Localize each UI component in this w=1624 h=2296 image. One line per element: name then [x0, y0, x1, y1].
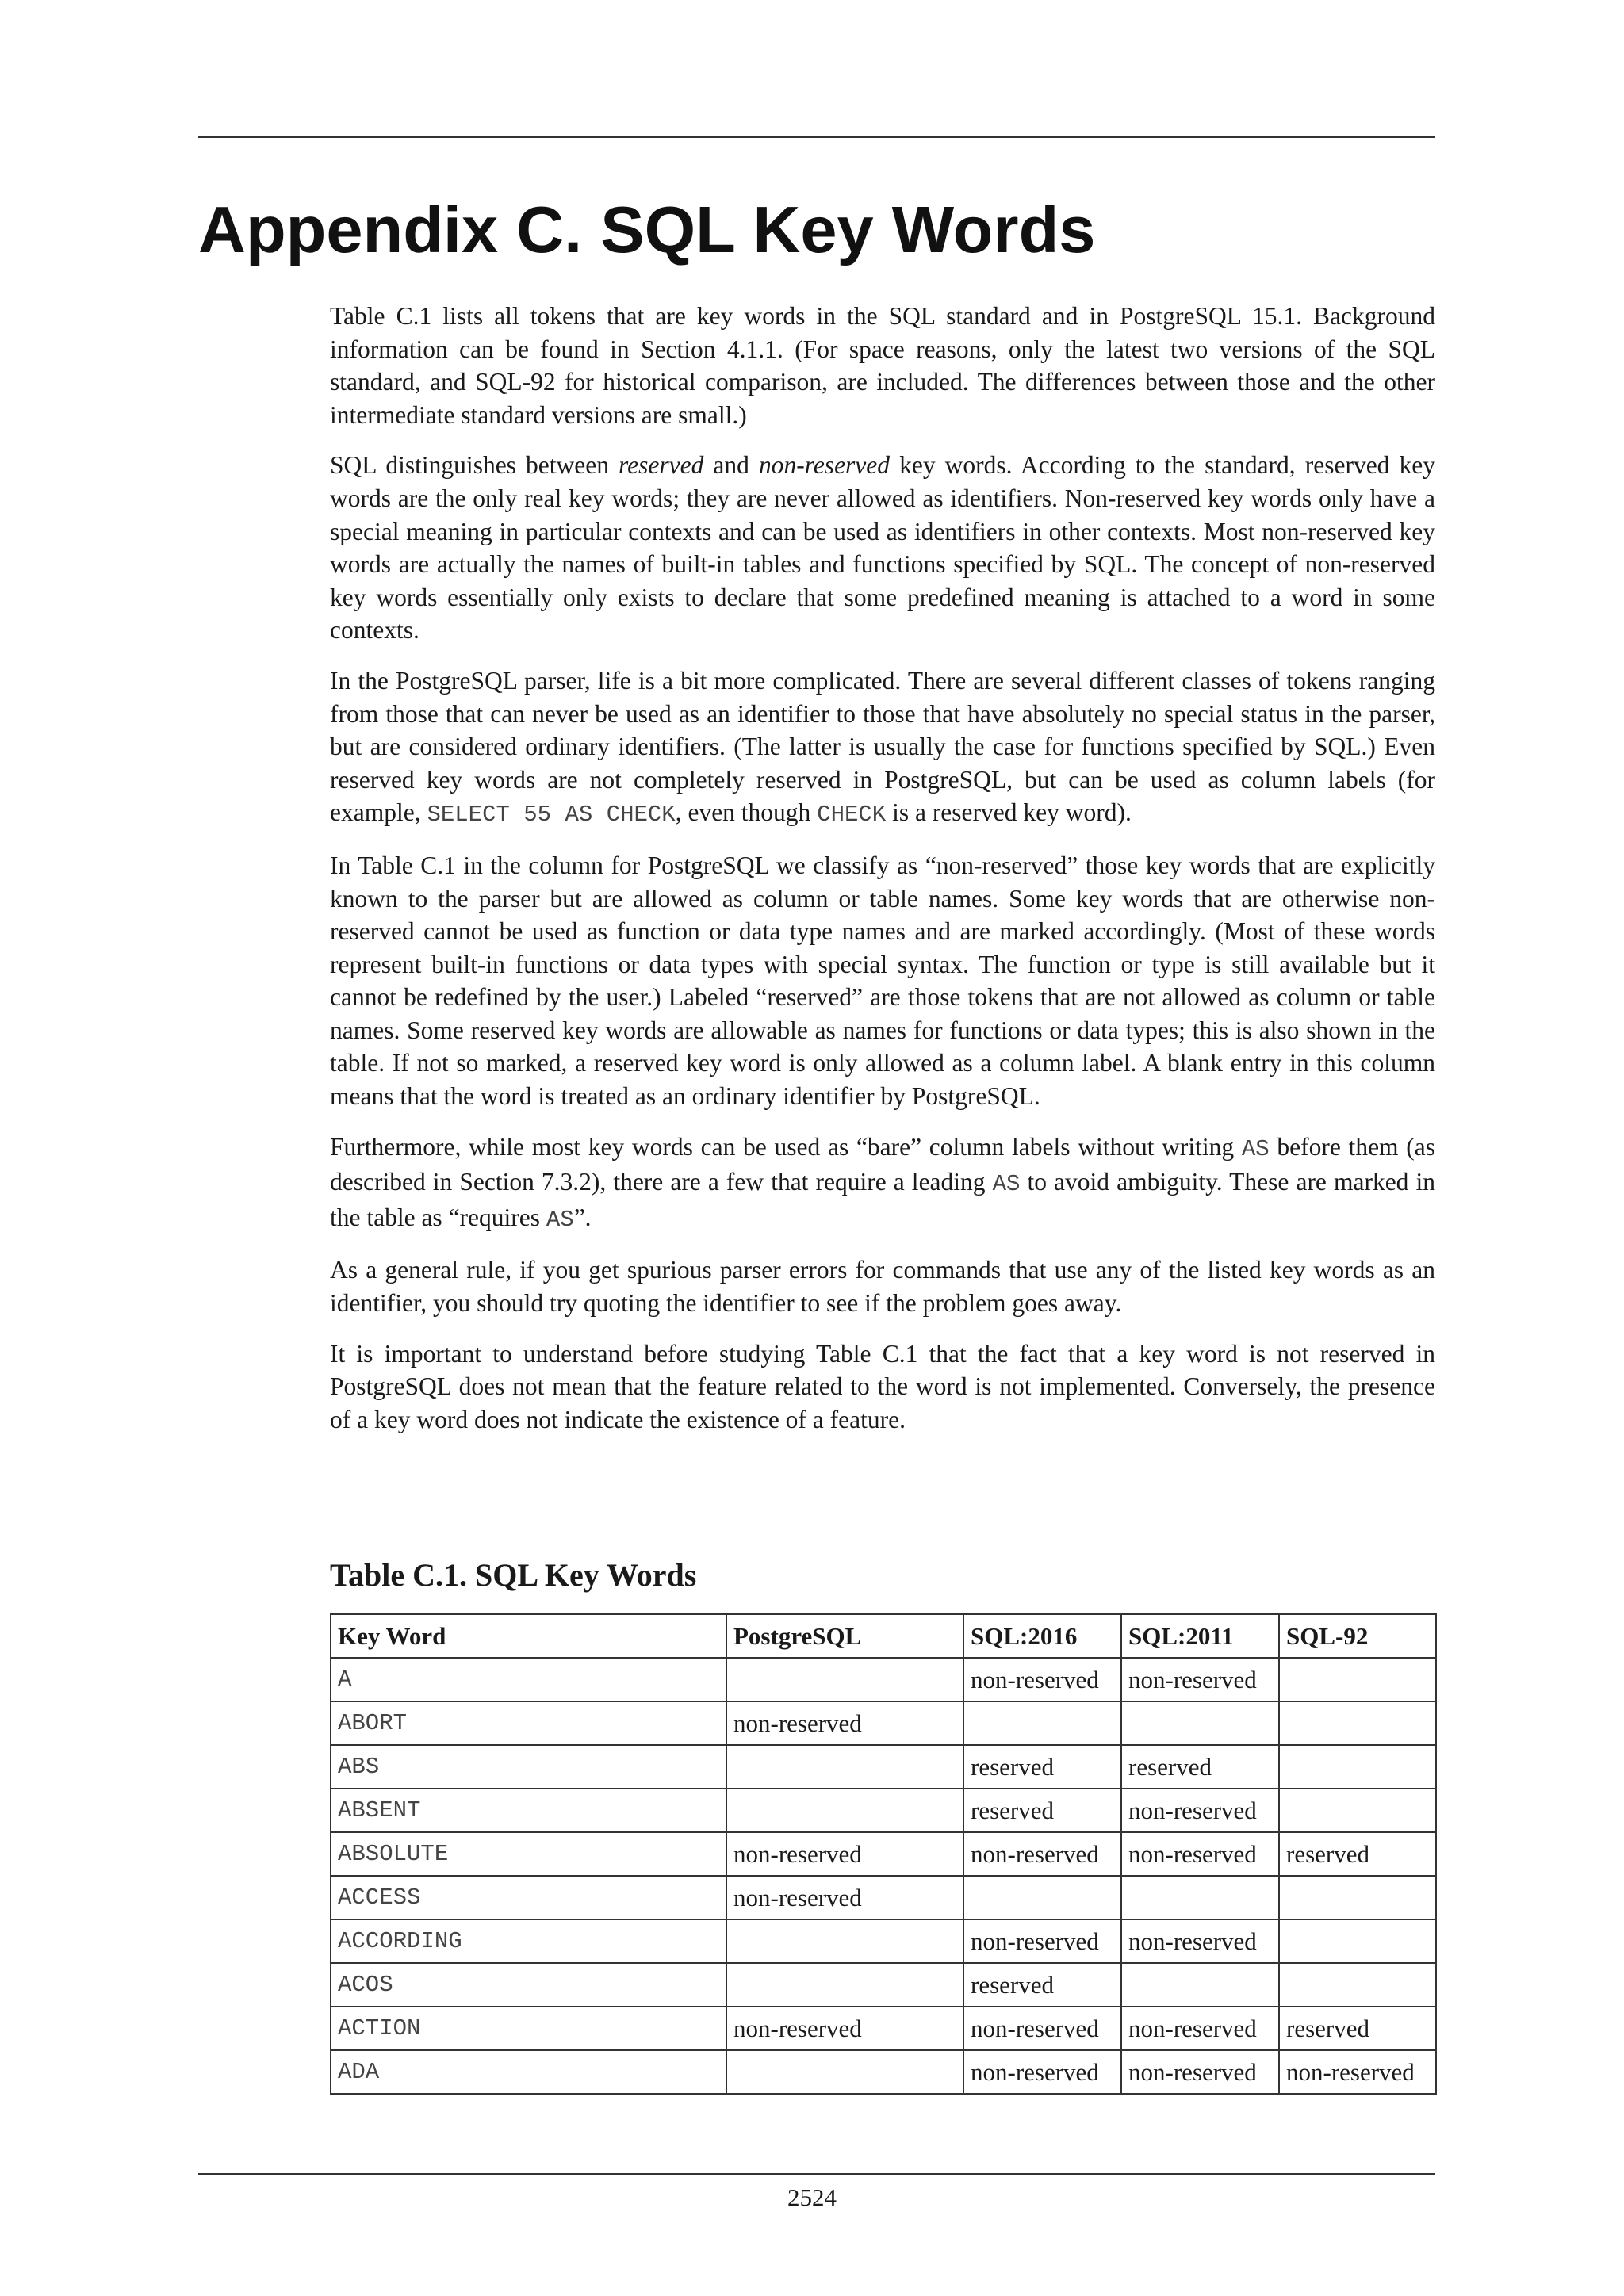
cell-sql-2016: non-reserved	[963, 2007, 1121, 2050]
text-run: before them (as described in Section 7.3.2), there are a few that require a leading	[330, 1132, 1435, 1196]
cell-key-word: ACCORDING	[331, 1919, 726, 1963]
cell-sql-2011: non-reserved	[1121, 2007, 1279, 2050]
table-row	[331, 1789, 1436, 1832]
text-run: and	[703, 451, 759, 480]
cell-sql-92	[1279, 1658, 1436, 1701]
cell-sql-2016	[963, 1701, 1121, 1745]
text-run: , even though	[675, 798, 818, 827]
code-as: AS	[546, 1206, 574, 1233]
code-check: CHECK	[817, 802, 887, 828]
cell-key-word: ABS	[331, 1745, 726, 1789]
cell-sql-2016: reserved	[963, 1745, 1121, 1789]
cell-sql-92	[1279, 1789, 1436, 1832]
table-header-row	[331, 1614, 1436, 1658]
header-rule	[198, 136, 1435, 138]
paragraph-bare-labels	[330, 1131, 1435, 1237]
cell-sql-92	[1279, 1876, 1436, 1919]
paragraph-parser	[330, 664, 1435, 832]
paragraph-general-rule: As a general rule, if you get spurious parser errors for commands that use any of the listed key words as an identifier, you should try quoting the identifier to see if the problem goes away.	[330, 1256, 1435, 1318]
text-run: In the PostgreSQL parser, life is a bit more complicated. There are several different classes of tokens ranging from those that can never be used as an identifier to those that have absolutely no special status in the parser, but are considered ordinary identifiers. (The latter is usually the case for functions specified by SQL.) Even reserved key words are not completely reserved in PostgreSQL, but can be used as column labels (for example,	[330, 666, 1435, 827]
cell-key-word: ABORT	[331, 1701, 726, 1745]
keywords-table	[330, 1613, 1437, 2095]
cell-key-word: ACCESS	[331, 1876, 726, 1919]
table-row	[331, 2050, 1436, 2094]
table-row	[331, 1876, 1436, 1919]
cell-sql-92: non-reserved	[1279, 2050, 1436, 2094]
cell-sql-92	[1279, 1701, 1436, 1745]
table-row	[331, 1919, 1436, 1963]
table-row	[331, 1701, 1436, 1745]
code-as: AS	[1241, 1135, 1270, 1162]
cell-key-word: ABSOLUTE	[331, 1832, 726, 1876]
cell-postgresql: non-reserved	[726, 1876, 963, 1919]
header-sql-92: SQL-92	[1279, 1614, 1436, 1658]
paragraph-reserved	[330, 449, 1435, 647]
code-select-example: SELECT 55 AS CHECK	[427, 802, 676, 828]
cell-sql-2016	[963, 1876, 1121, 1919]
cell-key-word: ACTION	[331, 2007, 726, 2050]
header-postgresql: PostgreSQL	[726, 1614, 963, 1658]
cell-postgresql: non-reserved	[726, 1701, 963, 1745]
cell-key-word: ADA	[331, 2050, 726, 2094]
table-row	[331, 1658, 1436, 1701]
cell-postgresql: non-reserved	[726, 1832, 963, 1876]
paragraph-classification: In Table C.1 in the column for PostgreSQL we classify as “non-reserved” those key words that are explicitly known to the parser but are allowed as column or table names. Some key words that are otherwise non-reserved cannot be used as function or data type names and are marked accordingly. (Most of these words represent built-in functions or data types with special syntax. The function or type is still available but it cannot be redefined by the user.) Labeled “reserved” are those tokens that are not allowed as column or table names. Some reserved key words are allowable as names for functions or data types; this is also shown in the table. If not so marked, a reserved key word is only allowed as a column label. A blank entry in this column means that the word is treated as an ordinary identifier by PostgreSQL.	[330, 851, 1435, 1111]
header-sql-2016: SQL:2016	[963, 1614, 1121, 1658]
cell-sql-2011: non-reserved	[1121, 1919, 1279, 1963]
header-key-word: Key Word	[331, 1614, 726, 1658]
cell-key-word: ACOS	[331, 1963, 726, 2007]
cell-sql-92: reserved	[1279, 2007, 1436, 2050]
cell-postgresql: non-reserved	[726, 2007, 963, 2050]
emphasis-non-reserved: non-reserved	[759, 451, 891, 480]
cell-sql-2011: non-reserved	[1121, 1832, 1279, 1876]
cell-sql-2016: non-reserved	[963, 2050, 1121, 2094]
cell-key-word: ABSENT	[331, 1789, 726, 1832]
page-number: 2524	[787, 2183, 837, 2211]
cell-sql-92: reserved	[1279, 1832, 1436, 1876]
cell-sql-92	[1279, 1919, 1436, 1963]
cell-sql-2011: non-reserved	[1121, 1789, 1279, 1832]
cell-sql-2011	[1121, 1701, 1279, 1745]
footer-rule	[198, 2173, 1435, 2175]
table-row	[331, 1745, 1436, 1789]
paragraph-intro: Table C.1 lists all tokens that are key words in the SQL standard and in PostgreSQL 15.1. Background information can be found in Section 4.1.1. (For space reasons, only the latest two versions of the SQL standard, and SQL-92 for historical comparison, are included. The differences between those and the other intermediate standard versions are small.)	[330, 302, 1435, 429]
cell-postgresql	[726, 1745, 963, 1789]
table-row	[331, 2007, 1436, 2050]
cell-sql-2011: non-reserved	[1121, 2050, 1279, 2094]
cell-sql-92	[1279, 1963, 1436, 2007]
cell-sql-92	[1279, 1745, 1436, 1789]
cell-sql-2011: reserved	[1121, 1745, 1279, 1789]
code-as: AS	[992, 1171, 1021, 1198]
text-run: is a reserved key word).	[886, 798, 1132, 827]
page-title: Appendix C. SQL Key Words	[198, 193, 1096, 266]
cell-sql-2016: non-reserved	[963, 1658, 1121, 1701]
cell-sql-2016: reserved	[963, 1963, 1121, 2007]
text-run: SQL distinguishes between	[330, 451, 619, 480]
table-row	[331, 1832, 1436, 1876]
table-title: Table C.1. SQL Key Words	[330, 1557, 697, 1593]
cell-postgresql	[726, 1658, 963, 1701]
text-run: Furthermore, while most key words can be used as “bare” column labels without writing	[330, 1132, 1242, 1161]
table-row	[331, 1963, 1436, 2007]
cell-postgresql	[726, 1963, 963, 2007]
cell-sql-2011	[1121, 1876, 1279, 1919]
cell-postgresql	[726, 2050, 963, 2094]
cell-sql-2011: non-reserved	[1121, 1658, 1279, 1701]
cell-sql-2011	[1121, 1963, 1279, 2007]
cell-postgresql	[726, 1789, 963, 1832]
text-run: ”.	[573, 1203, 592, 1231]
cell-postgresql	[726, 1919, 963, 1963]
paragraph-feature-note: It is important to understand before studying Table C.1 that the fact that a key word is not reserved in PostgreSQL does not mean that the feature related to the word is not implemented. Conversely, the presence of a key word does not indicate the existence of a feature.	[330, 1339, 1435, 1433]
text-run: to avoid ambiguity. These are marked in the table as “requires	[330, 1168, 1436, 1231]
cell-sql-2016: non-reserved	[963, 1919, 1121, 1963]
cell-key-word: A	[331, 1658, 726, 1701]
body-text	[330, 300, 1435, 1453]
emphasis-reserved: reserved	[619, 451, 704, 480]
header-sql-2011: SQL:2011	[1121, 1614, 1279, 1658]
cell-sql-2016: non-reserved	[963, 1832, 1121, 1876]
text-run: key words. According to the standard, reserved key words are the only real key words; they are never allowed as identifiers. Non-reserved key words only have a special meaning in particular contexts and can be used as identifiers in other contexts. Most non-reserved key words are actually the names of built-in tables and functions specified by SQL. The concept of non-reserved key words essentially only exists to declare that some predefined meaning is attached to a word in some contexts.	[330, 451, 1435, 645]
cell-sql-2016: reserved	[963, 1789, 1121, 1832]
